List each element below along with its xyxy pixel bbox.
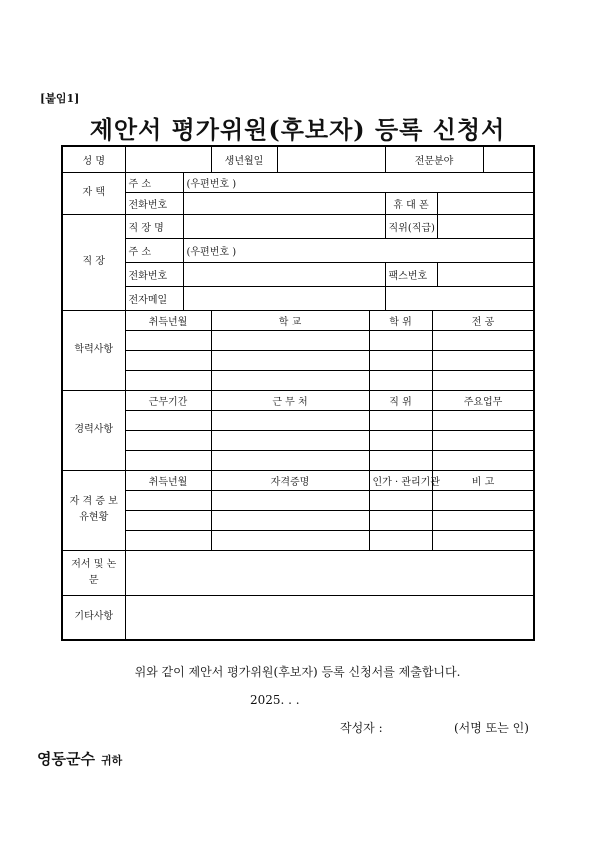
publications-field[interactable] (125, 550, 534, 595)
license-cell[interactable] (369, 490, 432, 510)
recipient (37, 748, 122, 769)
education-cell[interactable] (432, 330, 534, 350)
home-phone-field[interactable] (183, 192, 385, 214)
application-form-table (61, 145, 535, 641)
birth-field[interactable] (277, 146, 385, 172)
education-cell[interactable] (125, 330, 211, 350)
education-cell[interactable] (211, 370, 369, 390)
name-label: 성 명 (62, 146, 125, 172)
career-cell[interactable] (369, 410, 432, 430)
license-cell[interactable] (125, 490, 211, 510)
education-cell[interactable] (125, 370, 211, 390)
recipient-honorific: 귀하 (100, 754, 123, 767)
home-mobile-label: 휴 대 폰 (385, 192, 437, 214)
education-cell[interactable] (211, 350, 369, 370)
workplace-label: 직 장 명 (125, 214, 183, 238)
work-position-field[interactable] (437, 214, 534, 238)
career-cell[interactable] (369, 450, 432, 470)
education-cell[interactable] (369, 370, 432, 390)
career-section-label: 경력사항 (62, 390, 125, 470)
career-header: 근무기간 (125, 390, 211, 410)
home-section-label: 자 택 (62, 172, 125, 214)
others-field[interactable] (125, 595, 534, 640)
work-phone-field[interactable] (183, 262, 385, 286)
recipient-name: 영동군수 (37, 750, 95, 768)
work-section-label: 직 장 (62, 214, 125, 310)
license-cell[interactable] (432, 530, 534, 550)
career-cell[interactable] (432, 410, 534, 430)
work-email-label: 전자메일 (125, 286, 183, 310)
education-section-label: 학력사항 (62, 310, 125, 390)
license-cell[interactable] (211, 510, 369, 530)
signature-note: (서명 또는 인) (454, 721, 529, 735)
education-header: 전 공 (432, 310, 534, 330)
career-header: 직 위 (369, 390, 432, 410)
birth-label: 생년월일 (211, 146, 277, 172)
work-position-label: 직위(직급) (385, 214, 437, 238)
career-cell[interactable] (211, 410, 369, 430)
career-cell[interactable] (125, 450, 211, 470)
home-address-label: 주 소 (125, 172, 183, 192)
submission-statement: 위와 같이 제안서 평가위원(후보자) 등록 신청서를 제출합니다. (134, 665, 461, 679)
license-header: 자격증명 (211, 470, 369, 490)
career-header: 근 무 처 (211, 390, 369, 410)
submission-date: 2025. . . (250, 693, 300, 707)
publications-section-label: 저서 및 논 문 (62, 550, 125, 595)
career-cell[interactable] (369, 430, 432, 450)
license-cell[interactable] (211, 490, 369, 510)
education-header: 학 교 (211, 310, 369, 330)
education-cell[interactable] (432, 370, 534, 390)
education-header: 취득년월 (125, 310, 211, 330)
work-email-field[interactable] (183, 286, 385, 310)
form-title: 제안서 평가위원(후보자) 등록 신청서 (89, 115, 506, 144)
name-field[interactable] (125, 146, 211, 172)
home-mobile-field[interactable] (437, 192, 534, 214)
attachment-label: [붙임1] (40, 92, 80, 105)
career-header: 주요업무 (432, 390, 534, 410)
work-address-label: 주 소 (125, 238, 183, 262)
author-label: 작성자 : (340, 721, 383, 735)
education-cell[interactable] (369, 330, 432, 350)
career-cell[interactable] (432, 450, 534, 470)
education-cell[interactable] (432, 350, 534, 370)
home-address-field[interactable]: (우편번호 ) (183, 172, 534, 192)
license-header: 인가 · 관리기관 (369, 470, 432, 490)
work-address-field[interactable]: (우편번호 ) (183, 238, 534, 262)
license-cell[interactable] (211, 530, 369, 550)
license-header: 취득년월 (125, 470, 211, 490)
career-cell[interactable] (211, 450, 369, 470)
license-cell[interactable] (432, 510, 534, 530)
work-fax-label: 팩스번호 (385, 262, 437, 286)
license-header: 비 고 (432, 470, 534, 490)
license-cell[interactable] (125, 510, 211, 530)
education-cell[interactable] (125, 350, 211, 370)
license-cell[interactable] (432, 490, 534, 510)
workplace-field[interactable] (183, 214, 385, 238)
career-cell[interactable] (211, 430, 369, 450)
others-section-label: 기타사항 (62, 595, 125, 640)
education-cell[interactable] (369, 350, 432, 370)
home-phone-label: 전화번호 (125, 192, 183, 214)
education-cell[interactable] (211, 330, 369, 350)
license-cell[interactable] (369, 510, 432, 530)
blank-cell (385, 286, 534, 310)
license-section-label: 자 격 증 보유현황 (62, 470, 125, 550)
work-phone-label: 전화번호 (125, 262, 183, 286)
career-cell[interactable] (125, 410, 211, 430)
license-cell[interactable] (369, 530, 432, 550)
work-fax-field[interactable] (437, 262, 534, 286)
field-value[interactable] (483, 146, 534, 172)
field-label: 전문분야 (385, 146, 483, 172)
education-header: 학 위 (369, 310, 432, 330)
license-cell[interactable] (125, 530, 211, 550)
career-cell[interactable] (125, 430, 211, 450)
career-cell[interactable] (432, 430, 534, 450)
